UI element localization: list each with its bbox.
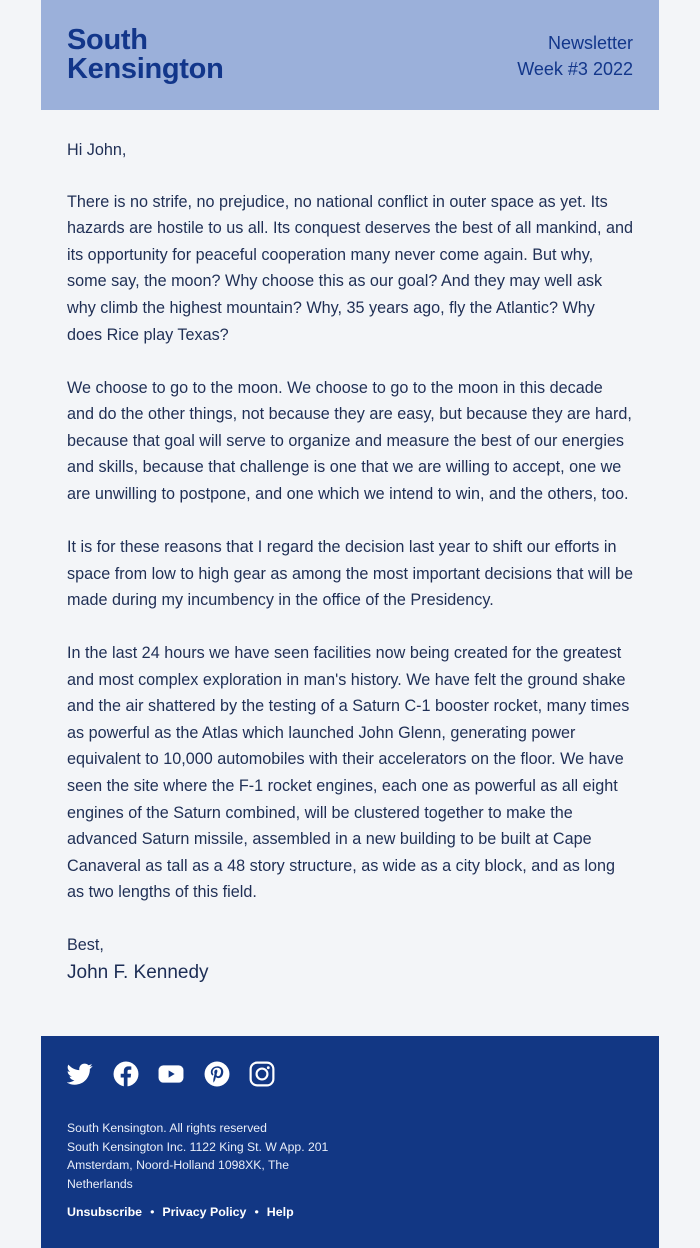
issue-week: Week #3 2022 (517, 59, 633, 79)
address-line-3: Netherlands (67, 1176, 133, 1191)
brand-logo (67, 26, 224, 84)
separator-dot: • (254, 1205, 259, 1219)
twitter-link[interactable] (67, 1061, 93, 1087)
address-line-1: South Kensington Inc. 1122 King St. W App. 201 (67, 1139, 329, 1154)
twitter-icon (67, 1061, 93, 1087)
unsubscribe-link[interactable]: Unsubscribe (67, 1205, 143, 1219)
signature: John F. Kennedy (67, 962, 209, 983)
brand-line-2: Kensington (67, 53, 224, 85)
privacy-policy-link[interactable]: Privacy Policy (162, 1205, 247, 1219)
signoff: Best, (67, 936, 104, 955)
pinterest-link[interactable] (204, 1061, 230, 1087)
greeting: Hi John, (67, 141, 127, 159)
copyright-line: South Kensington. All rights reserved (67, 1121, 267, 1135)
paragraph-2: We choose to go to the moon. We choose to go to the moon in this decade and do the other things, not because they are easy, but because they are hard, because that goal will serve to organize and measure the best of our energies and skills, because that challenge is one that we are willing to accept, one we are unwilling to postpone, and one which we intend to win, and the others, too. (67, 378, 632, 503)
help-link[interactable]: Help (266, 1205, 294, 1219)
facebook-icon (113, 1061, 139, 1087)
legal-address (67, 1119, 328, 1193)
separator-dot: • (150, 1205, 155, 1219)
issue-info (517, 30, 633, 82)
newsletter-label: Newsletter (547, 33, 633, 53)
paragraph-3: It is for these reasons that I regard the decision last year to shift our efforts in space from low to high gear as among the most important decisions that will be made during my incumbency in the office of the Presidency. (67, 537, 633, 610)
youtube-link[interactable] (158, 1061, 184, 1087)
paragraph-1: There is no strife, no prejudice, no national conflict in outer space as yet. Its hazards are hostile to us all. Its conquest deserves the best of all mankind, and its opportunity for peaceful cooperation many never come again. But why, some say, the moon? Why choose this as our goal? And they may well ask why climb the highest mountain? Why, 35 years ago, fly the Atlantic? Why does Rice play Texas? (67, 192, 633, 344)
social-links (67, 1061, 295, 1087)
pinterest-icon (204, 1061, 230, 1087)
paragraph-4: In the last 24 hours we have seen facilities now being created for the greatest and most complex exploration in man's history. We have felt the ground shake and the air shattered by the testing of a Saturn C-1 booster rocket, many times as powerful as the Atlas which launched John Glenn, generating power equivalent to 10,000 automobiles with their accelerators on the floor. We have seen the site where the F-1 rocket engines, each one as powerful as all eight engines of the Saturn combined, will be clustered together to make the advanced Saturn missile, assembled in a new building to be built at Cape Canaveral as tall as a 48 story structure, as wide as a city block, and as long as two lengths of this field. (67, 644, 630, 902)
brand-line-1: South (67, 24, 148, 56)
newsletter-footer (41, 1036, 659, 1248)
letter-body (41, 110, 659, 986)
facebook-link[interactable] (113, 1061, 139, 1087)
newsletter-header (41, 0, 659, 110)
footer-links (67, 1205, 294, 1219)
instagram-icon (249, 1061, 275, 1087)
instagram-link[interactable] (249, 1061, 275, 1087)
youtube-icon (158, 1061, 184, 1087)
newsletter-email (41, 0, 659, 1219)
address-line-2: Amsterdam, Noord-Holland 1098XK, The (67, 1158, 289, 1173)
